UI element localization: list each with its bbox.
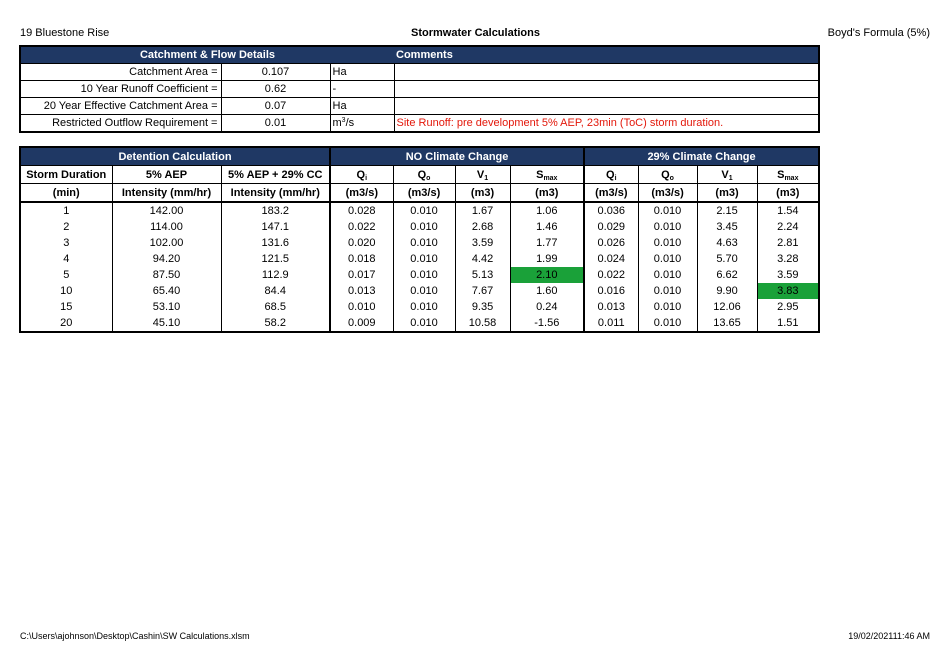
table-row xyxy=(20,115,819,133)
unit-vol: (m3) xyxy=(697,184,757,203)
catchment-heading: Catchment & Flow Details xyxy=(20,46,394,64)
table-cell[interactable]: 7.67 xyxy=(455,283,510,299)
table-cell[interactable]: 0.017 xyxy=(330,267,393,283)
table-cell[interactable]: 0.010 xyxy=(393,202,455,219)
table-cell[interactable]: 53.10 xyxy=(112,299,221,315)
unit-vol: (m3) xyxy=(510,184,584,203)
table-cell[interactable]: 131.6 xyxy=(221,235,330,251)
row-value[interactable]: 0.107 xyxy=(221,64,330,81)
table-cell[interactable]: 0.024 xyxy=(584,251,638,267)
group-no-climate-change: NO Climate Change xyxy=(330,147,584,166)
table-cell[interactable]: 121.5 xyxy=(221,251,330,267)
table-cell[interactable]: 3 xyxy=(20,235,112,251)
col-smax: $S_{max}$ xyxy=(510,166,584,184)
table-cell[interactable]: 3.83 xyxy=(757,283,819,299)
table-cell[interactable]: 0.010 xyxy=(638,219,697,235)
table-cell[interactable]: 0.24 xyxy=(510,299,584,315)
sheet-title: Stormwater Calculations xyxy=(411,27,540,39)
table-cell[interactable]: 58.2 xyxy=(221,315,330,332)
group-detention: Detention Calculation xyxy=(20,147,330,166)
table-cell[interactable]: 0.010 xyxy=(393,267,455,283)
table-cell[interactable]: 0.022 xyxy=(330,219,393,235)
table-cell[interactable]: 15 xyxy=(20,299,112,315)
table-cell[interactable]: 94.20 xyxy=(112,251,221,267)
row-comment[interactable] xyxy=(394,81,819,98)
unit-base: m xyxy=(332,117,342,129)
table-cell[interactable]: 9.35 xyxy=(455,299,510,315)
comments-heading: Comments xyxy=(394,46,819,64)
row-value[interactable]: 0.01 xyxy=(221,115,330,133)
table-cell[interactable]: 0.010 xyxy=(393,299,455,315)
table-cell[interactable]: 4 xyxy=(20,251,112,267)
row-value[interactable]: 0.62 xyxy=(221,81,330,98)
unit-flow: (m3/s) xyxy=(330,184,393,203)
table-cell[interactable]: 0.010 xyxy=(393,283,455,299)
unit-intensity-cc: Intensity (mm/hr) xyxy=(221,184,330,203)
table-cell[interactable]: 0.022 xyxy=(584,267,638,283)
table-cell[interactable]: 2.68 xyxy=(455,219,510,235)
table-row xyxy=(20,219,819,235)
table-cell[interactable]: 0.010 xyxy=(638,267,697,283)
unit-vol: (m3) xyxy=(757,184,819,203)
table-cell[interactable]: 183.2 xyxy=(221,202,330,219)
table-cell[interactable]: 0.013 xyxy=(584,299,638,315)
table-cell[interactable]: 0.010 xyxy=(393,219,455,235)
table-cell[interactable]: 2.95 xyxy=(757,299,819,315)
row-unit: - xyxy=(330,81,394,98)
row-label: Catchment Area = xyxy=(20,64,221,81)
table-cell[interactable]: 0.036 xyxy=(584,202,638,219)
table-cell[interactable]: 0.010 xyxy=(638,202,697,219)
table-cell[interactable]: 0.026 xyxy=(584,235,638,251)
table-cell[interactable]: 1.46 xyxy=(510,219,584,235)
row-value[interactable]: 0.07 xyxy=(221,98,330,115)
table-cell[interactable]: 1.51 xyxy=(757,315,819,332)
unit-flow: (m3/s) xyxy=(638,184,697,203)
col-qo: $Q_o$ xyxy=(393,166,455,184)
table-cell[interactable]: -1.56 xyxy=(510,315,584,332)
table-cell[interactable]: 87.50 xyxy=(112,267,221,283)
row-comment[interactable] xyxy=(394,64,819,81)
table-cell[interactable]: 112.9 xyxy=(221,267,330,283)
row-comment[interactable]: Site Runoff: pre development 5% AEP, 23min (ToC) storm duration. xyxy=(394,115,819,133)
table-cell[interactable]: 0.013 xyxy=(330,283,393,299)
table-cell[interactable]: 45.10 xyxy=(112,315,221,332)
col-qo-cc: $Q_o$ xyxy=(638,166,697,184)
table-cell[interactable]: 10 xyxy=(20,283,112,299)
table-cell[interactable]: 68.5 xyxy=(221,299,330,315)
unit-min: (min) xyxy=(20,184,112,203)
row-label: Restricted Outflow Requirement = xyxy=(20,115,221,133)
table-cell[interactable]: 0.010 xyxy=(638,235,697,251)
row-label: 20 Year Effective Catchment Area = xyxy=(20,98,221,115)
table-cell[interactable]: 2.81 xyxy=(757,235,819,251)
table-cell[interactable]: 0.018 xyxy=(330,251,393,267)
table-row xyxy=(20,202,819,219)
table-cell[interactable]: 3.45 xyxy=(697,219,757,235)
table-cell[interactable]: 1.60 xyxy=(510,283,584,299)
table-cell[interactable]: 147.1 xyxy=(221,219,330,235)
table-cell[interactable]: 0.029 xyxy=(584,219,638,235)
table-cell[interactable]: 5.70 xyxy=(697,251,757,267)
group-climate-change: 29% Climate Change xyxy=(584,147,819,166)
row-unit: Ha xyxy=(330,64,394,81)
unit-intensity: Intensity (mm/hr) xyxy=(112,184,221,203)
table-cell[interactable]: 2 xyxy=(20,219,112,235)
col-qi-cc: $Q_i$ xyxy=(584,166,638,184)
table-cell[interactable]: 142.00 xyxy=(112,202,221,219)
table-cell[interactable]: 2.15 xyxy=(697,202,757,219)
table-cell[interactable]: 5.13 xyxy=(455,267,510,283)
table-cell[interactable]: 114.00 xyxy=(112,219,221,235)
table-cell[interactable]: 0.009 xyxy=(330,315,393,332)
row-comment[interactable] xyxy=(394,98,819,115)
table-cell[interactable]: 0.011 xyxy=(584,315,638,332)
unit-flow: (m3/s) xyxy=(393,184,455,203)
table-cell[interactable]: 0.010 xyxy=(393,315,455,332)
table-cell[interactable]: 1.06 xyxy=(510,202,584,219)
table-cell[interactable]: 0.028 xyxy=(330,202,393,219)
table-row xyxy=(20,235,819,251)
table-cell[interactable]: 0.010 xyxy=(638,315,697,332)
unit-tail: /s xyxy=(345,117,355,129)
table-cell[interactable]: 84.4 xyxy=(221,283,330,299)
table-row xyxy=(20,315,819,332)
table-cell[interactable]: 3.59 xyxy=(757,267,819,283)
method-label: Boyd's Formula (5%) xyxy=(827,27,930,39)
table-cell[interactable]: 20 xyxy=(20,315,112,332)
table-cell[interactable]: 9.90 xyxy=(697,283,757,299)
table-cell[interactable]: 0.010 xyxy=(638,283,697,299)
table-cell[interactable]: 5 xyxy=(20,267,112,283)
table-cell[interactable]: 1.54 xyxy=(757,202,819,219)
table-cell[interactable]: 0.010 xyxy=(638,251,697,267)
unit-flow: (m3/s) xyxy=(584,184,638,203)
table-cell[interactable]: 0.010 xyxy=(330,299,393,315)
table-row xyxy=(20,81,819,98)
table-cell[interactable]: 65.40 xyxy=(112,283,221,299)
file-path: C:\Users\ajohnson\Desktop\Cashin\SW Calculations.xlsm xyxy=(20,631,250,641)
unit-sup: 3 xyxy=(341,117,346,124)
table-row xyxy=(20,267,819,283)
row-unit xyxy=(330,115,394,133)
table-cell[interactable]: 1 xyxy=(20,202,112,219)
address-label: 19 Bluestone Rise xyxy=(20,27,110,39)
table-row xyxy=(20,64,819,81)
table-cell[interactable]: 4.42 xyxy=(455,251,510,267)
col-qi: $Q_i$ xyxy=(330,166,393,184)
detention-table xyxy=(19,146,820,333)
row-label: 10 Year Runoff Coefficient = xyxy=(20,81,221,98)
table-cell[interactable]: 1.99 xyxy=(510,251,584,267)
table-cell[interactable]: 3.59 xyxy=(455,235,510,251)
col-v1: $V_1$ xyxy=(455,166,510,184)
table-cell[interactable]: 0.010 xyxy=(393,251,455,267)
table-cell[interactable]: 1.77 xyxy=(510,235,584,251)
col-aep-cc: 5% AEP + 29% CC xyxy=(221,166,330,184)
table-cell[interactable]: 0.020 xyxy=(330,235,393,251)
col-storm-duration: Storm Duration xyxy=(20,166,112,184)
table-row xyxy=(20,299,819,315)
table-row xyxy=(20,283,819,299)
table-row xyxy=(20,251,819,267)
table-cell[interactable]: 0.010 xyxy=(393,235,455,251)
table-cell[interactable]: 4.63 xyxy=(697,235,757,251)
table-cell[interactable]: 1.67 xyxy=(455,202,510,219)
print-timestamp: 19/02/202111:46 AM xyxy=(848,631,930,641)
table-cell[interactable]: 0.016 xyxy=(584,283,638,299)
col-smax-cc: $S_{max}$ xyxy=(757,166,819,184)
unit-vol: (m3) xyxy=(455,184,510,203)
catchment-table xyxy=(19,45,820,133)
row-unit: Ha xyxy=(330,98,394,115)
table-cell[interactable]: 6.62 xyxy=(697,267,757,283)
table-cell[interactable]: 13.65 xyxy=(697,315,757,332)
table-cell[interactable]: 2.24 xyxy=(757,219,819,235)
col-aep: 5% AEP xyxy=(112,166,221,184)
table-cell[interactable]: 102.00 xyxy=(112,235,221,251)
col-v1-cc: $V_1$ xyxy=(697,166,757,184)
table-cell[interactable]: 0.010 xyxy=(638,299,697,315)
table-cell[interactable]: 12.06 xyxy=(697,299,757,315)
table-cell[interactable]: 10.58 xyxy=(455,315,510,332)
table-row xyxy=(20,98,819,115)
table-cell[interactable]: 2.10 xyxy=(510,267,584,283)
table-cell[interactable]: 3.28 xyxy=(757,251,819,267)
